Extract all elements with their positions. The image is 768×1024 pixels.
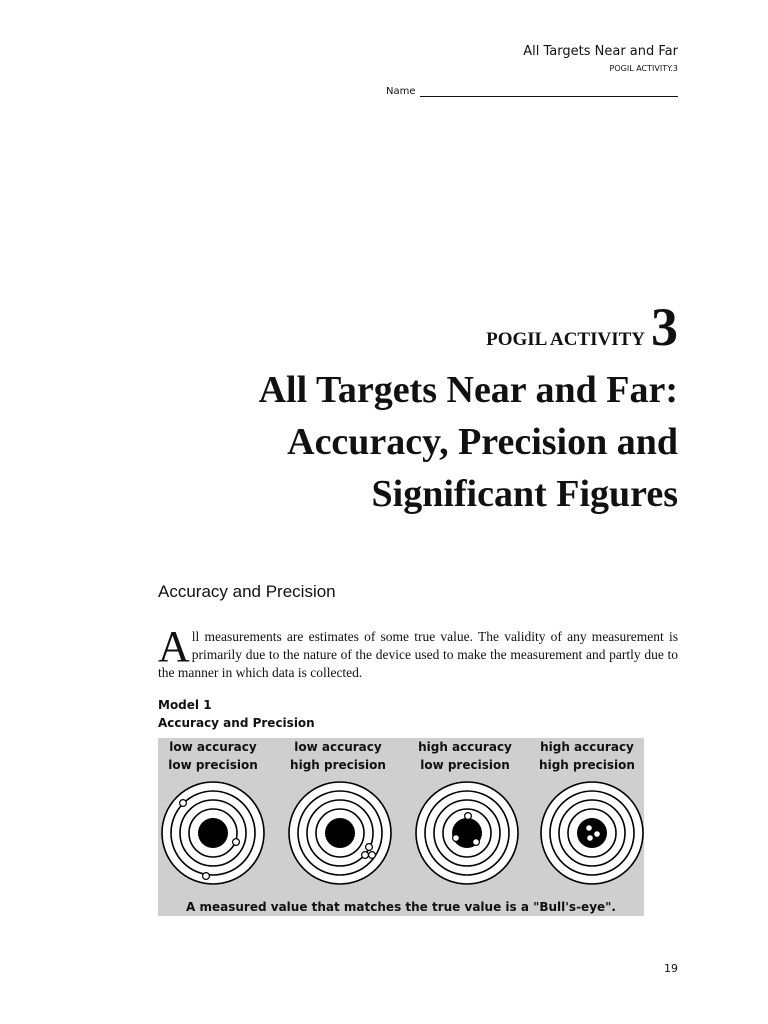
shot-mark [587,835,594,842]
running-header-subtitle: POGIL ACTIVITY.3 [609,64,678,73]
shot-mark [453,835,460,842]
title-line-1: All Targets Near and Far: [258,369,678,411]
shot-mark [465,813,472,820]
name-label: Name [386,86,416,97]
target-2-accuracy: low accuracy [294,740,382,754]
bullseye [325,818,355,848]
target-3-accuracy: high accuracy [418,740,512,754]
shot-mark [366,844,373,851]
bullseye [198,818,228,848]
shot-mark [586,825,593,832]
shot-mark [594,831,601,838]
targets-drawing [158,738,644,916]
shot-mark [233,839,240,846]
name-field[interactable] [386,86,678,97]
target-1-accuracy: low accuracy [169,740,257,754]
shot-mark [180,800,187,807]
bullseye [577,818,607,848]
page-title [118,364,678,520]
name-underline [420,86,678,97]
figure-caption: A measured value that matches the true value is a "Bull's-eye". [186,900,616,914]
model-title: Accuracy and Precision [158,716,315,730]
model-number: Model 1 [158,698,212,712]
target-2-precision: high precision [290,758,386,772]
target-4-accuracy: high accuracy [540,740,634,754]
activity-number: 3 [651,297,678,357]
accuracy-precision-figure [158,738,644,916]
intro-text: ll measurements are estimates of some true value. The validity of any measurement is primarily due to the nature of the device used to make the measurement and partly due to the manner in which data is collected. [158,629,678,680]
title-line-3: Significant Figures [371,473,678,515]
target-3-precision: low precision [420,758,510,772]
shot-mark [203,873,210,880]
drop-cap: A [158,622,190,671]
page-number: 19 [664,962,678,975]
shot-mark [473,839,480,846]
section-heading: Accuracy and Precision [158,582,336,601]
intro-paragraph [158,622,678,682]
title-line-2: Accuracy, Precision and [287,421,678,463]
running-header-title: All Targets Near and Far [523,44,678,59]
shot-mark [369,852,376,859]
target-4-precision: high precision [539,758,635,772]
shot-mark [362,852,369,859]
activity-label: POGIL ACTIVITY [486,329,645,350]
target-1-precision: low precision [168,758,258,772]
activity-heading [486,297,678,357]
